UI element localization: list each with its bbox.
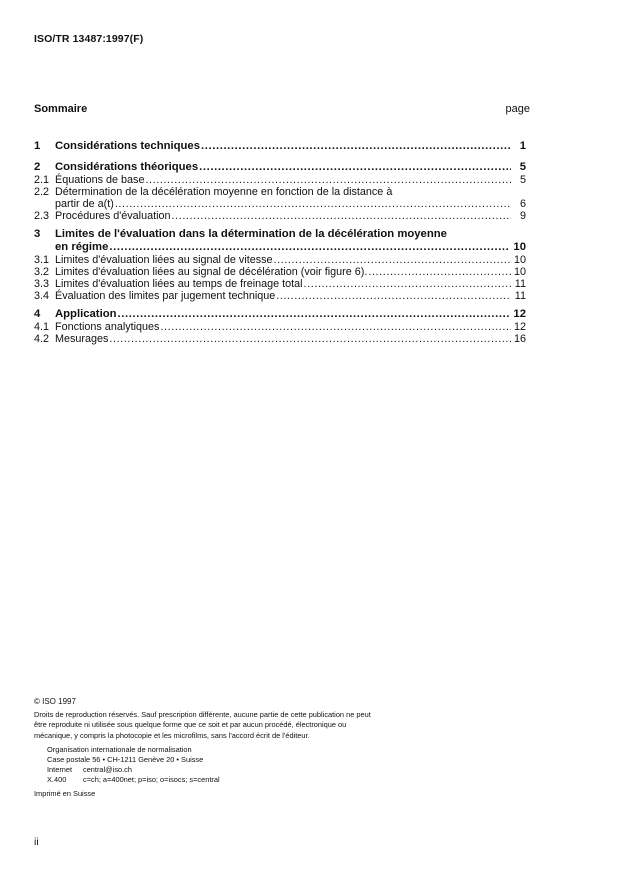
toc-entry-number: 2.1 xyxy=(34,174,50,186)
toc-entry-number: 3.1 xyxy=(34,254,50,266)
toc-entry[interactable] xyxy=(34,254,526,266)
internet-address[interactable]: central@iso.ch xyxy=(83,765,132,775)
toc-entry-number: 2 xyxy=(34,161,41,173)
toc-entry-title: Limites de l'évaluation dans la détermination de la décélération moyenne xyxy=(55,228,447,240)
toc-entry[interactable] xyxy=(34,161,526,174)
publisher-address xyxy=(34,745,374,786)
toc-entry[interactable] xyxy=(34,198,526,210)
toc-entry[interactable] xyxy=(34,308,526,321)
toc-entry-number: 3 xyxy=(34,228,41,240)
x400-label: X.400 xyxy=(47,775,67,785)
toc-page-label: page xyxy=(505,103,530,115)
toc-entry-number: 3.2 xyxy=(34,266,50,278)
toc-entry-title: Application xyxy=(55,308,117,320)
organisation-name: Organisation internationale de normalisation xyxy=(47,744,192,754)
toc-entry-page: 10 xyxy=(513,254,526,266)
toc-entry-page: 1 xyxy=(519,140,526,152)
toc-entry-number: 4.1 xyxy=(34,321,50,333)
toc-entry[interactable] xyxy=(34,278,526,290)
toc-entry-number: 3.4 xyxy=(34,290,50,302)
toc-entry-title: Limites d'évaluation liées au temps de freinage total xyxy=(55,278,303,290)
toc-entry-page: 5 xyxy=(519,174,526,186)
x400-row xyxy=(47,775,374,785)
internet-row xyxy=(47,765,374,775)
toc-entry-continuation: partir de a(t) xyxy=(55,198,114,210)
toc-entry-title: Limites d'évaluation liées au signal de décélération (voir figure 6). xyxy=(55,266,368,278)
toc-entry-line[interactable] xyxy=(34,228,526,241)
toc-entry[interactable] xyxy=(34,140,526,153)
toc-entry-number: 4.2 xyxy=(34,333,50,345)
toc-entry-line[interactable] xyxy=(34,186,526,198)
copyright-line: © ISO 1997 xyxy=(34,697,76,706)
rights-notice: Droits de reproduction réservés. Sauf prescription différente, aucune partie de cette publication ne peut être reproduite ni utilisée sous quelque forme que ce soit et par aucun procédé, électronique ou mécanique, y compris la photocopie et les microfilms, sans l'accord écrit de l'éditeur. xyxy=(34,710,371,740)
document-id: ISO/TR 13487:1997(F) xyxy=(34,33,144,45)
page-number: ii xyxy=(34,836,39,848)
table-of-contents xyxy=(34,140,526,345)
toc-entry-page: 10 xyxy=(513,241,526,253)
toc-leader-dots xyxy=(145,174,511,186)
printed-in: Imprimé en Suisse xyxy=(34,788,96,798)
copyright-block xyxy=(34,697,374,799)
toc-entry-page: 6 xyxy=(519,198,526,210)
toc-entry-title: Évaluation des limites par jugement technique xyxy=(55,290,276,302)
toc-entry[interactable] xyxy=(34,266,526,278)
toc-entry-number: 1 xyxy=(34,140,41,152)
toc-entry-number: 3.3 xyxy=(34,278,50,290)
toc-entry-title: Équations de base xyxy=(55,174,145,186)
toc-entry[interactable] xyxy=(34,333,526,345)
x400-address: c=ch; a=400net; p=iso; o=isocs; s=central xyxy=(83,775,220,785)
toc-leader-dots xyxy=(172,210,511,222)
toc-entry-page: 11 xyxy=(514,278,526,290)
toc-header xyxy=(34,103,530,115)
toc-entry-page: 11 xyxy=(514,290,526,302)
toc-entry-page: 9 xyxy=(519,210,526,222)
toc-entry-number: 2.2 xyxy=(34,186,50,198)
toc-entry-page: 12 xyxy=(513,308,526,320)
toc-entry-title: Fonctions analytiques xyxy=(55,321,160,333)
toc-entry-title: Procédures d'évaluation xyxy=(55,210,171,222)
postal-address: Case postale 56 • CH-1211 Genève 20 • Suisse xyxy=(47,755,204,765)
toc-entry-continuation: en régime xyxy=(55,241,109,253)
toc-entry[interactable] xyxy=(34,210,526,222)
toc-leader-dots xyxy=(274,254,511,266)
toc-leader-dots xyxy=(276,290,511,302)
toc-entry-title: Limites d'évaluation liées au signal de vitesse xyxy=(55,254,273,266)
toc-entry-page: 10 xyxy=(513,266,526,278)
toc-leader-dots xyxy=(199,161,511,174)
internet-label: Internet xyxy=(47,765,73,775)
toc-leader-dots xyxy=(118,308,511,321)
toc-entry[interactable] xyxy=(34,174,526,186)
toc-leader-dots xyxy=(160,321,511,333)
toc-entry[interactable] xyxy=(34,241,526,254)
toc-entry-page: 12 xyxy=(513,321,526,333)
toc-title: Sommaire xyxy=(34,103,88,115)
toc-leader-dots xyxy=(109,333,511,345)
toc-leader-dots xyxy=(304,278,511,290)
toc-leader-dots xyxy=(368,266,511,278)
toc-entry-title: Mesurages xyxy=(55,333,109,345)
toc-entry-page: 16 xyxy=(513,333,526,345)
toc-entry-page: 5 xyxy=(519,161,526,173)
toc-entry-title: Considérations techniques xyxy=(55,140,201,152)
toc-leader-dots xyxy=(201,140,511,153)
toc-entry-title: Détermination de la décélération moyenne en fonction de la distance à xyxy=(55,186,393,198)
toc-leader-dots xyxy=(115,198,511,210)
toc-entry[interactable] xyxy=(34,321,526,333)
toc-entry-number: 4 xyxy=(34,308,41,320)
toc-leader-dots xyxy=(109,241,510,254)
toc-entry-number: 2.3 xyxy=(34,210,50,222)
toc-entry[interactable] xyxy=(34,290,526,302)
toc-entry-title: Considérations théoriques xyxy=(55,161,199,173)
